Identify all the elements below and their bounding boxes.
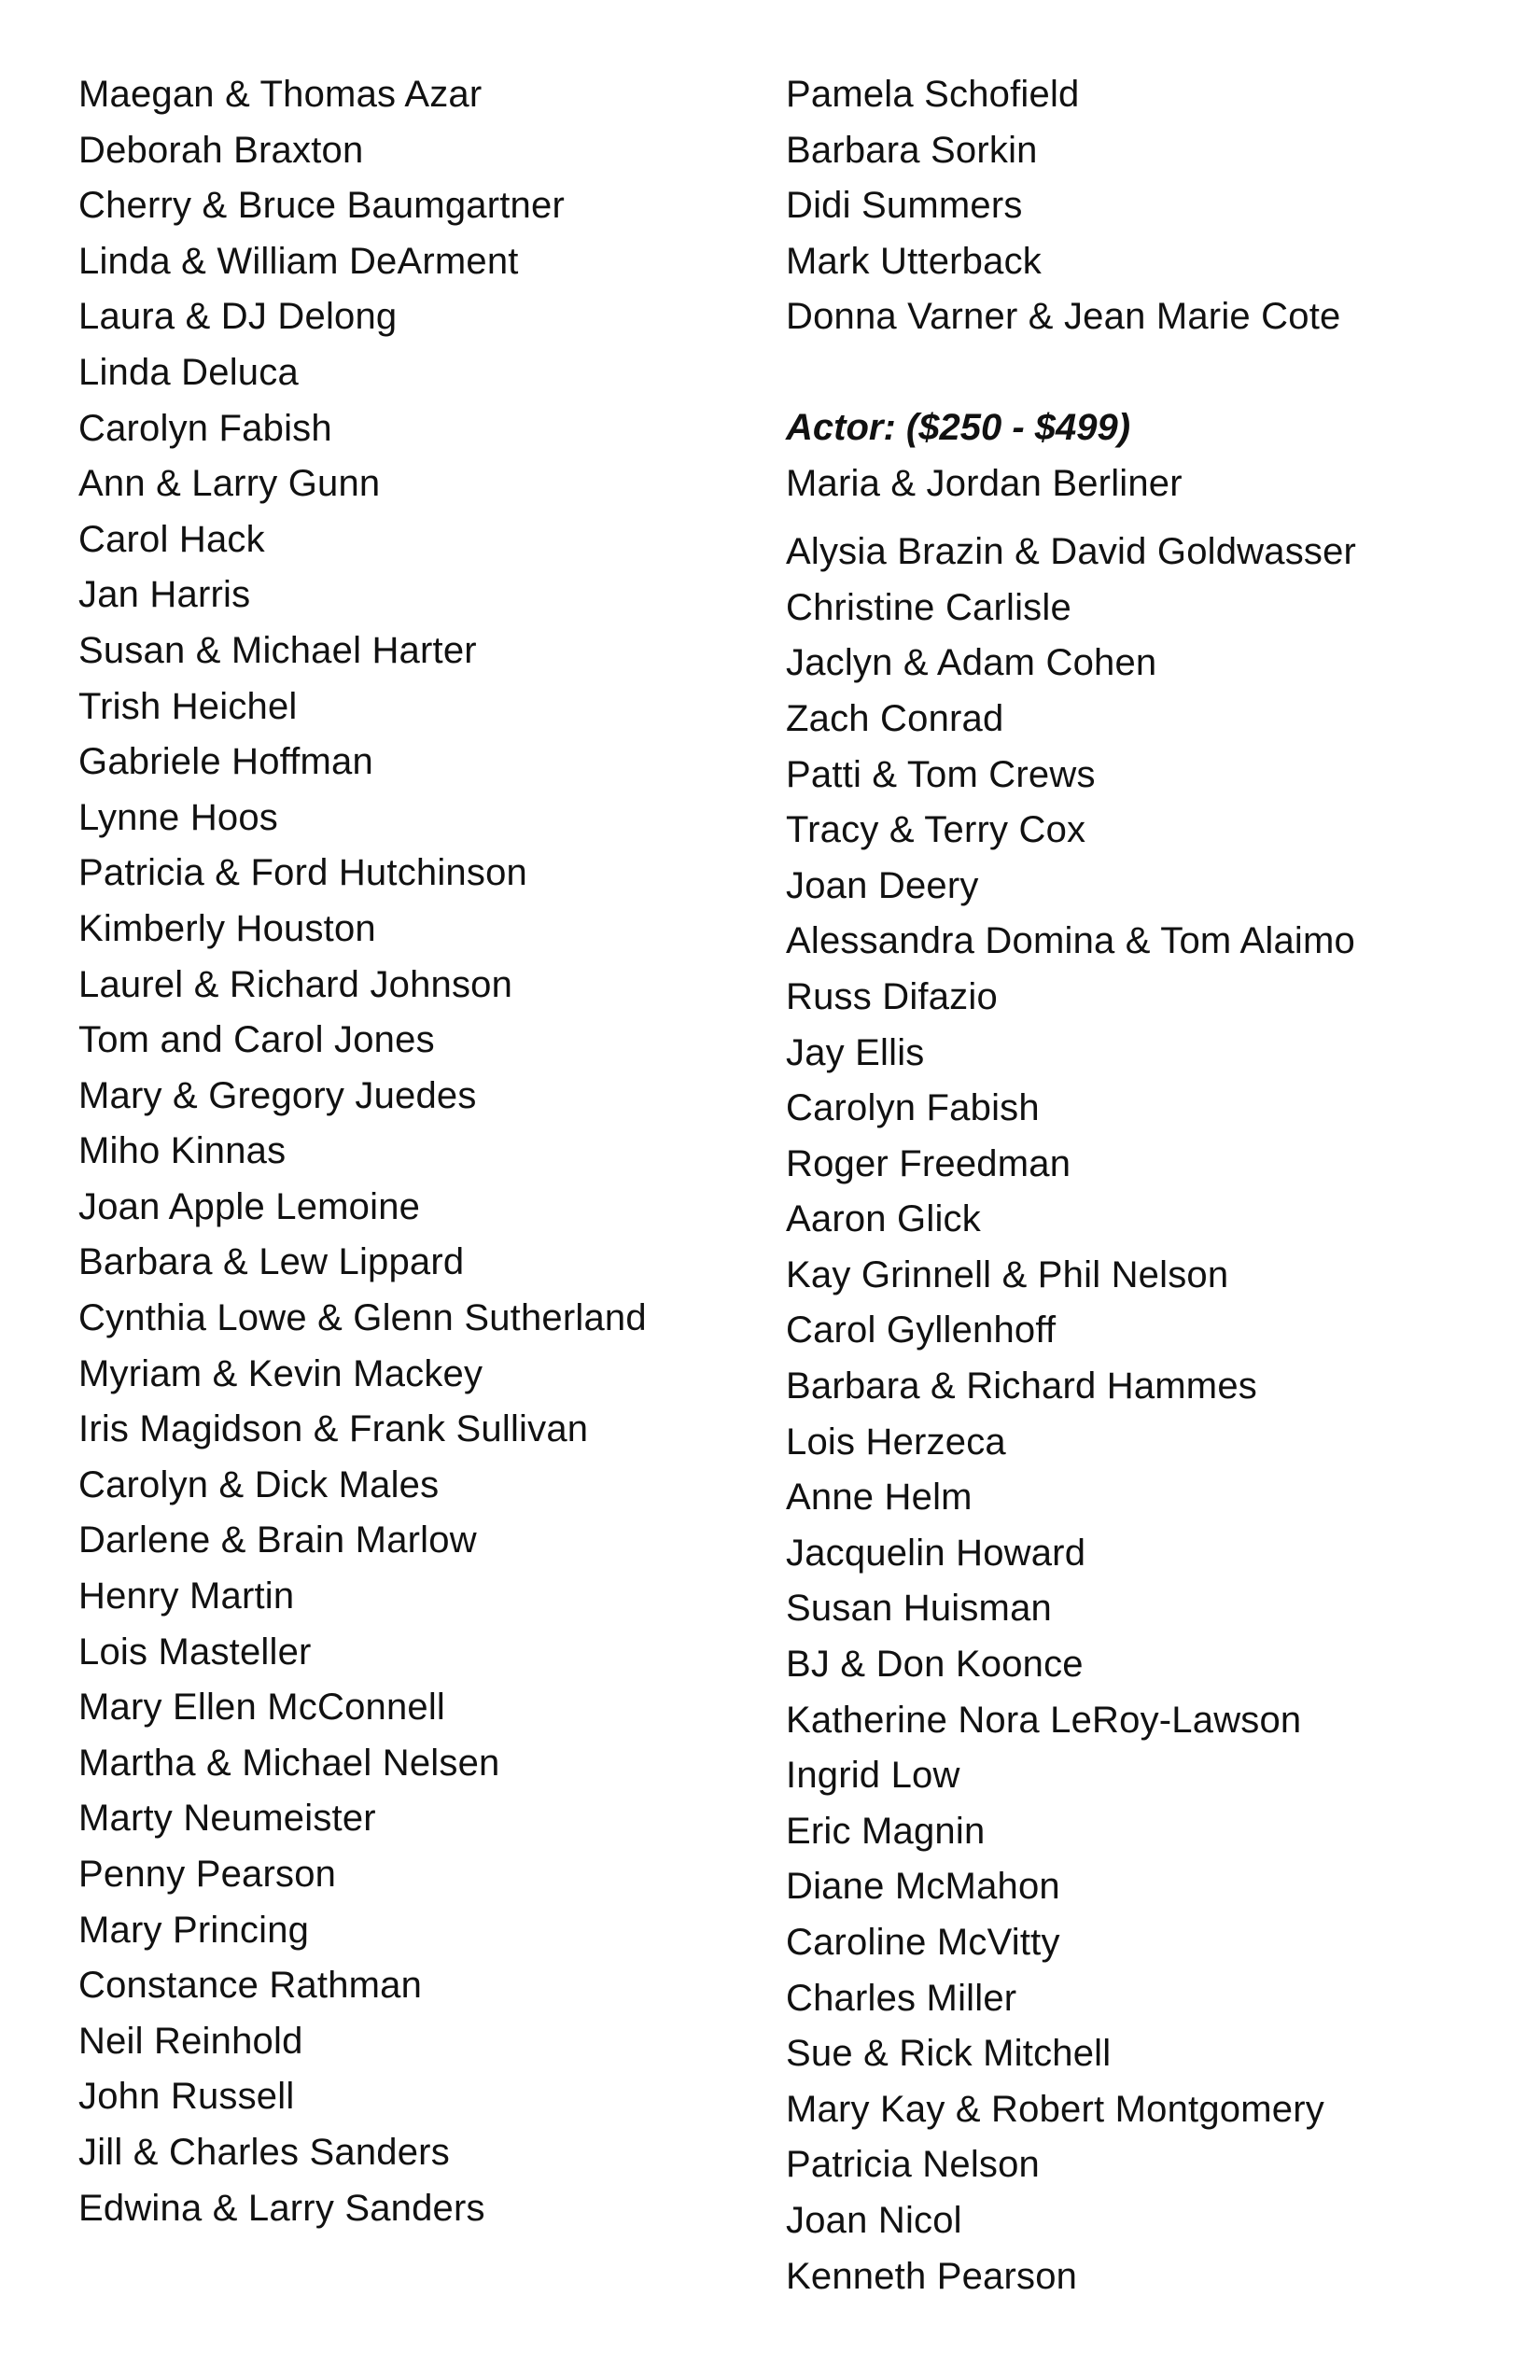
- donor-name: Sue & Rick Mitchell: [786, 2033, 1112, 2075]
- donor-name: Susan & Michael Harter: [78, 629, 477, 671]
- actor-tier-donor-list: [786, 525, 1495, 2304]
- donor-name: Mark Utterback: [786, 240, 1042, 282]
- donor-name: Barbara & Richard Hammes: [786, 1365, 1257, 1407]
- donor-name: Joan Nicol: [786, 2199, 962, 2241]
- donor-name: Alysia Brazin & David Goldwasser: [786, 531, 1357, 573]
- donor-name: Jan Harris: [78, 574, 251, 616]
- donor-name: Alessandra Domina & Tom Alaimo: [786, 920, 1355, 962]
- donor-name: Myriam & Kevin Mackey: [78, 1352, 483, 1394]
- donor-name: Caroline McVitty: [786, 1922, 1060, 1963]
- donor-name: Roger Freedman: [786, 1142, 1071, 1184]
- donor-name: Aaron Glick: [786, 1198, 981, 1240]
- donor-name: Carolyn Fabish: [78, 407, 332, 449]
- donor-name: Patricia & Ford Hutchinson: [78, 852, 527, 894]
- donor-name: Didi Summers: [786, 185, 1023, 227]
- donor-name: Miho Kinnas: [78, 1130, 287, 1172]
- donor-name: Susan Huisman: [786, 1588, 1052, 1630]
- donor-list-left-column: [78, 67, 750, 2236]
- donor-name: Linda Deluca: [78, 351, 299, 393]
- donor-name: Pamela Schofield: [786, 74, 1080, 115]
- donor-name: Marty Neumeister: [78, 1798, 376, 1840]
- donor-name: Linda & William DeArment: [78, 240, 519, 282]
- donor-name: Laurel & Richard Johnson: [78, 963, 513, 1005]
- actor-tier-range: ($250 - $499): [905, 406, 1131, 448]
- donor-name: Kimberly Houston: [78, 907, 376, 949]
- donor-name: Zach Conrad: [786, 697, 1004, 739]
- donor-name: Kenneth Pearson: [786, 2255, 1078, 2297]
- donor-list-right-column: [786, 67, 1495, 2304]
- donor-name: Joan Apple Lemoine: [78, 1185, 421, 1227]
- donor-name: Joan Deery: [786, 864, 979, 906]
- donor-name: Barbara Sorkin: [786, 129, 1038, 171]
- list-spacer: [786, 511, 1495, 525]
- donor-name: Diane McMahon: [786, 1866, 1060, 1908]
- donor-name: Darlene & Brain Marlow: [78, 1519, 477, 1561]
- donor-name: John Russell: [78, 2076, 295, 2118]
- donor-name: Deborah Braxton: [78, 129, 364, 171]
- donor-name: Laura & DJ Delong: [78, 296, 398, 338]
- donor-name: Ingrid Low: [786, 1755, 960, 1797]
- donor-name: Ann & Larry Gunn: [78, 463, 381, 505]
- donor-name: Constance Rathman: [78, 1965, 423, 2007]
- donor-name: Martha & Michael Nelsen: [78, 1742, 500, 1784]
- donor-name: Iris Magidson & Frank Sullivan: [78, 1408, 589, 1450]
- donor-name: Neil Reinhold: [78, 2020, 303, 2062]
- donor-name: Maegan & Thomas Azar: [78, 74, 483, 115]
- donor-name: Kay Grinnell & Phil Nelson: [786, 1253, 1229, 1295]
- donor-name: Lois Herzeca: [786, 1421, 1006, 1463]
- donor-name: Maria & Jordan Berliner: [786, 462, 1183, 504]
- donor-name: Eric Magnin: [786, 1810, 986, 1852]
- donor-name: Henry Martin: [78, 1575, 295, 1617]
- donor-name: Jay Ellis: [786, 1031, 925, 1073]
- donor-name: Katherine Nora LeRoy-Lawson: [786, 1699, 1302, 1741]
- donor-name: Christine Carlisle: [786, 586, 1071, 628]
- donor-name: Jill & Charles Sanders: [78, 2131, 450, 2173]
- donor-name: Jacquelin Howard: [786, 1532, 1086, 1574]
- donor-name: Edwina & Larry Sanders: [78, 2187, 485, 2229]
- donor-name: Mary Princing: [78, 1909, 310, 1951]
- donor-name: Cherry & Bruce Baumgartner: [78, 185, 565, 227]
- donor-name: Patti & Tom Crews: [786, 753, 1096, 795]
- donor-name: Carolyn Fabish: [786, 1087, 1040, 1129]
- donor-name: Lois Masteller: [78, 1631, 312, 1673]
- actor-tier-heading: [786, 400, 1495, 456]
- donor-name: Russ Difazio: [786, 975, 998, 1017]
- section-spacer: [786, 345, 1495, 400]
- donor-name: Anne Helm: [786, 1477, 973, 1519]
- donor-name: Carolyn & Dick Males: [78, 1463, 440, 1505]
- donor-name: Penny Pearson: [78, 1854, 337, 1895]
- donor-name: Barbara & Lew Lippard: [78, 1241, 465, 1283]
- donor-name: Mary Kay & Robert Montgomery: [786, 2088, 1324, 2130]
- donor-name: Charles Miller: [786, 1977, 1017, 2019]
- donor-name: Carol Hack: [78, 518, 265, 560]
- donor-name: Gabriele Hoffman: [78, 741, 373, 783]
- actor-tier-label: Actor:: [786, 406, 896, 448]
- donor-name: Tom and Carol Jones: [78, 1019, 435, 1061]
- donor-name: BJ & Don Koonce: [786, 1644, 1084, 1686]
- donor-name: Trish Heichel: [78, 685, 298, 727]
- donor-name: Lynne Hoos: [78, 796, 278, 838]
- donor-name: Tracy & Terry Cox: [786, 809, 1086, 851]
- donor-name: Mary Ellen McConnell: [78, 1687, 446, 1729]
- donor-name: Donna Varner & Jean Marie Cote: [786, 296, 1341, 338]
- donor-list-continued: [786, 67, 1495, 345]
- donor-name: Carol Gyllenhoff: [786, 1309, 1057, 1351]
- donor-name: Cynthia Lowe & Glenn Sutherland: [78, 1297, 647, 1339]
- donor-name: Mary & Gregory Juedes: [78, 1074, 477, 1116]
- donor-name: Patricia Nelson: [786, 2144, 1041, 2186]
- donor-name: Jaclyn & Adam Cohen: [786, 642, 1157, 684]
